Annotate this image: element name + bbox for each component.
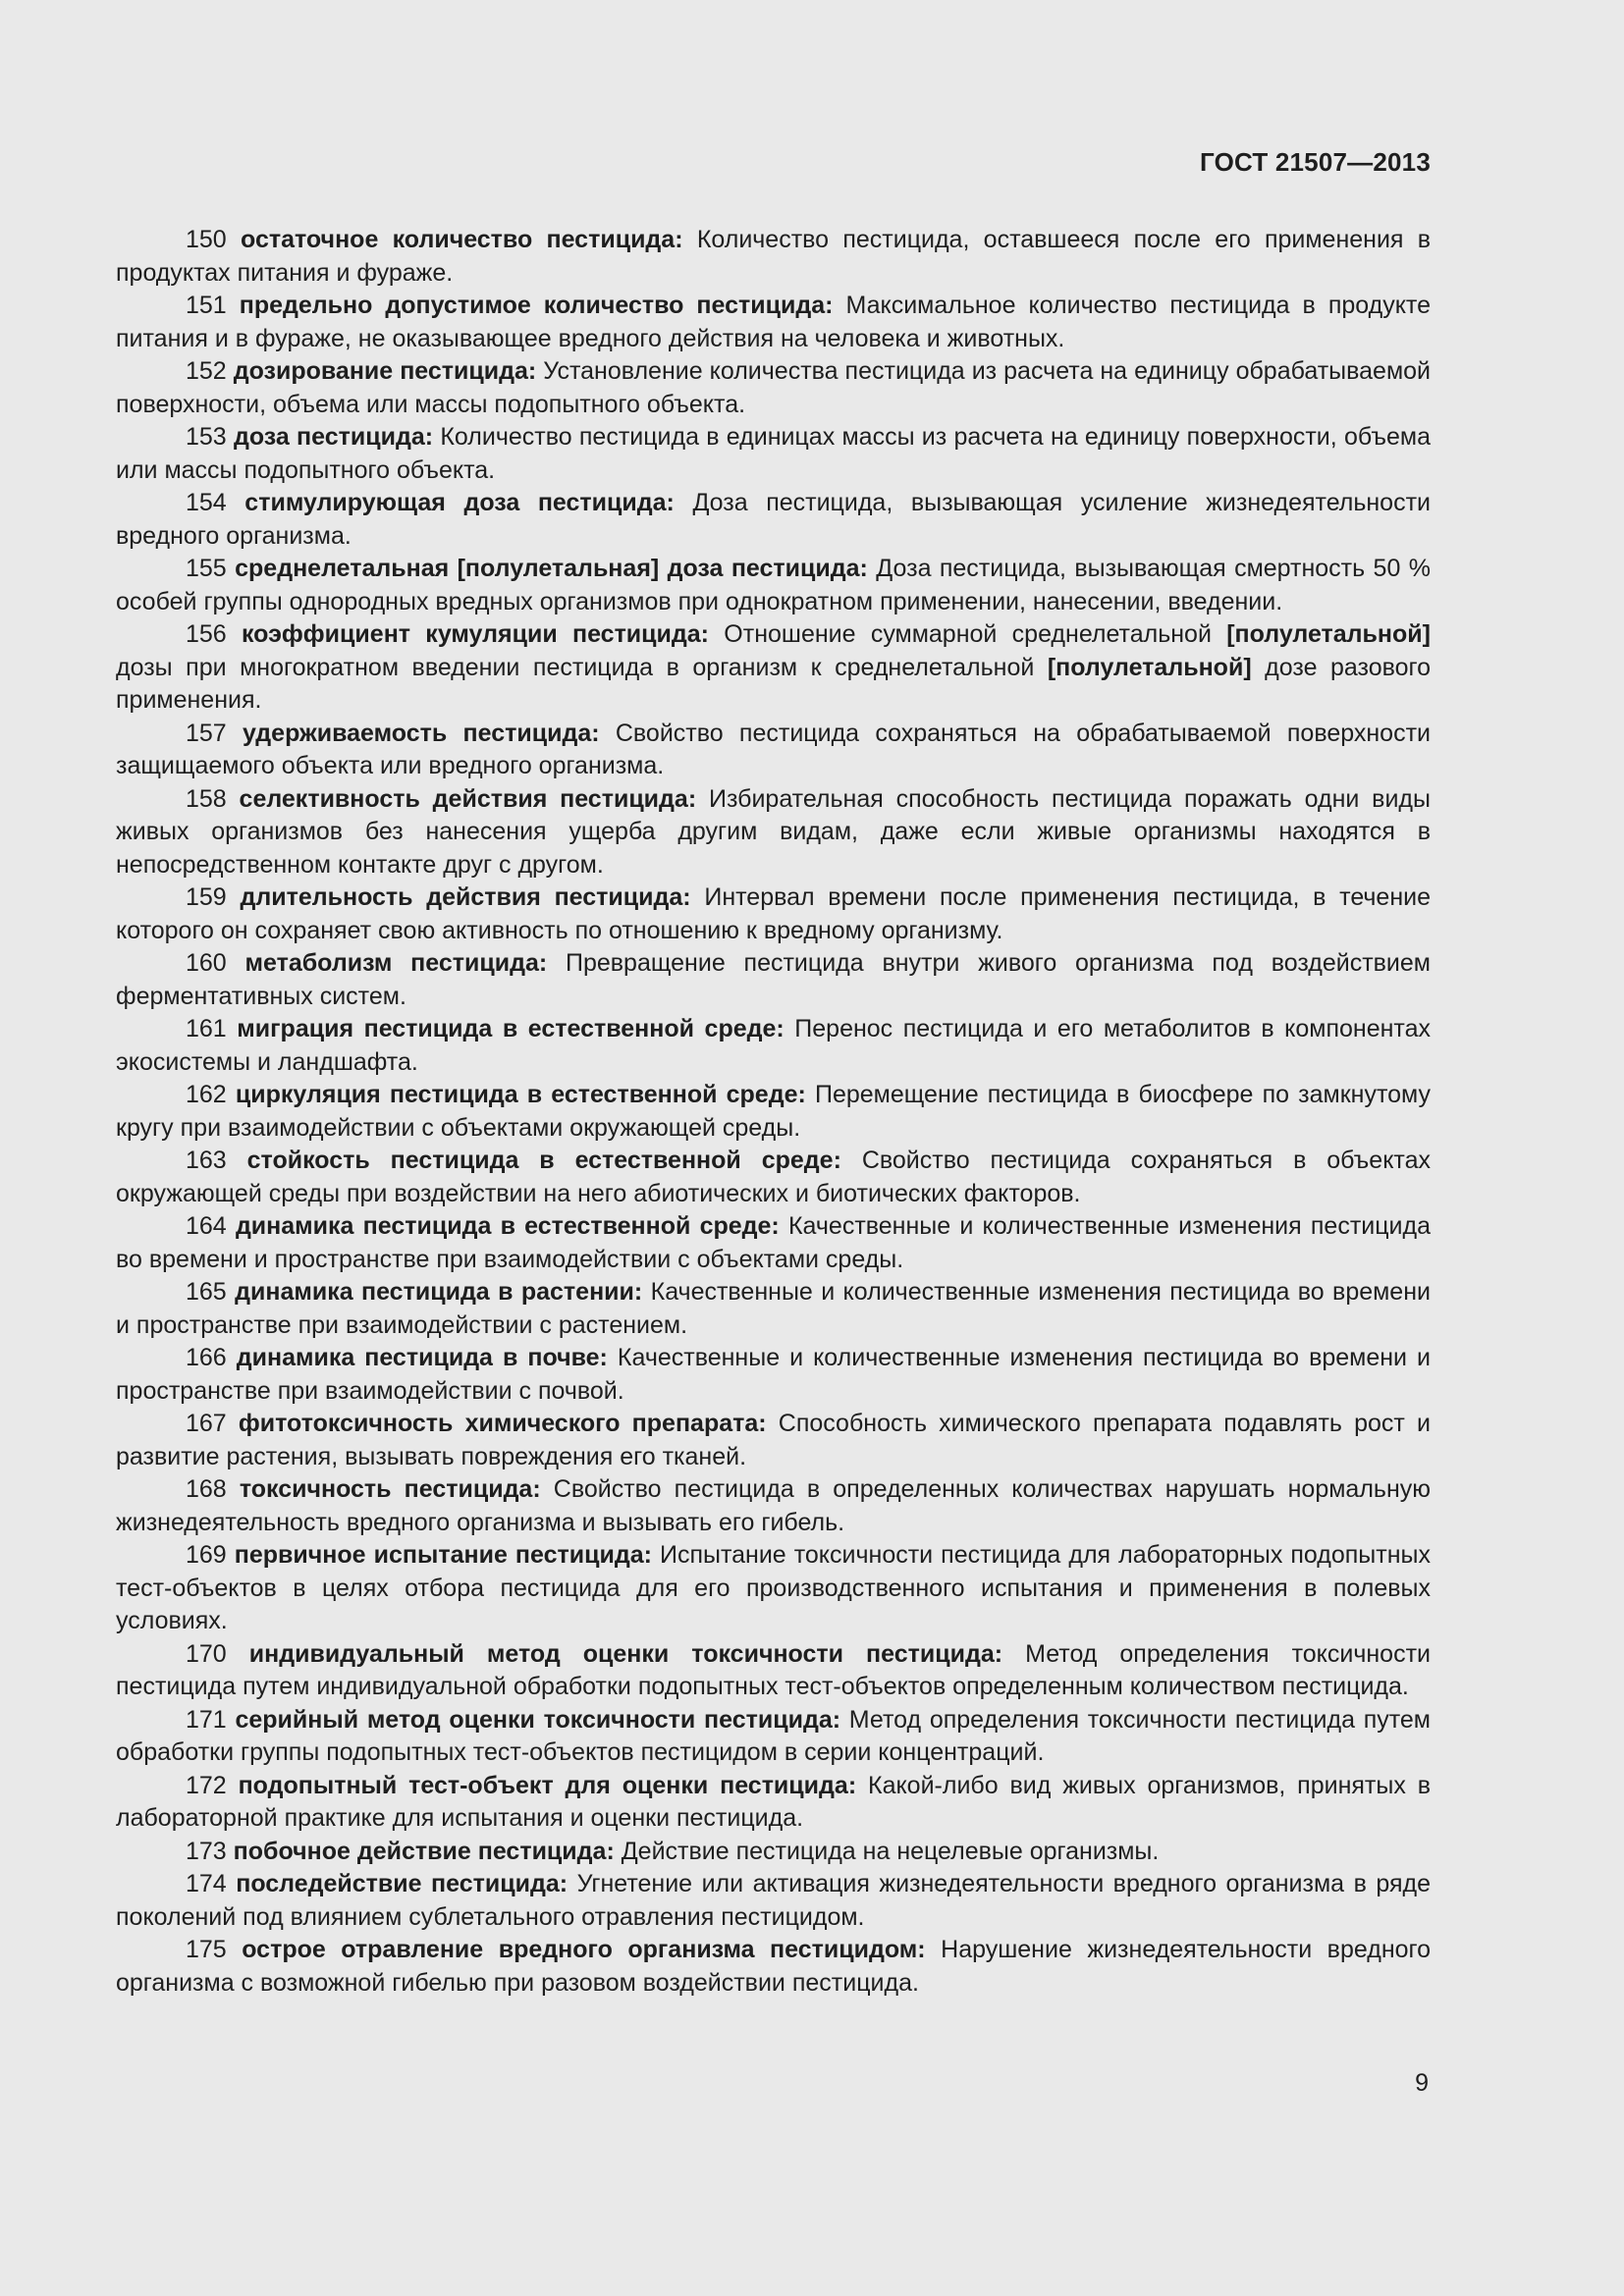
term-definition: Свойство пестицида сохраняться в объектах окружающей среды при воздействии на него абиотических и биотических факторов. xyxy=(116,1147,1431,1207)
term-number: 155 xyxy=(186,555,227,582)
term-name: динамика пестицида в почве: xyxy=(236,1344,608,1371)
term-definition: Действие пестицида на нецелевые организмы. xyxy=(621,1837,1160,1865)
term-entry xyxy=(116,290,1431,355)
term-name: коэффициент кумуляции пестицида: xyxy=(242,620,710,648)
term-name: метаболизм пестицида: xyxy=(244,949,548,977)
term-entry xyxy=(116,1013,1431,1079)
term-name: длительность действия пестицида: xyxy=(240,883,691,911)
term-definition: Максимальное количество пестицида в продукте питания и в фураже, не оказывающее вредного действия на человека и животных. xyxy=(116,292,1431,352)
term-definition: Перенос пестицида и его метаболитов в компонентах экосистемы и ландшафта. xyxy=(116,1015,1432,1076)
term-entry xyxy=(116,1868,1431,1934)
term-entry xyxy=(116,1342,1431,1408)
term-number: 161 xyxy=(186,1015,227,1042)
term-name: первичное испытание пестицида: xyxy=(234,1541,652,1569)
term-number: 158 xyxy=(186,784,227,813)
term-definition: Испытание токсичности пестицида для лабораторных подопытных тест-объектов в целях отбора пестицида для его производственного испытания и применения в полевых условиях. xyxy=(116,1541,1431,1634)
term-number: 175 xyxy=(186,1936,227,1963)
term-definition: Установление количества пестицида из расчета на единицу обрабатываемой поверхности, объема или массы подопытного объекта. xyxy=(116,357,1431,418)
term-number: 160 xyxy=(186,949,227,977)
term-entry xyxy=(116,1210,1431,1276)
term-definition: Превращение пестицида внутри живого организма под воздействием ферментативных систем. xyxy=(116,949,1431,1010)
standard-designation: ГОСТ 21507—2013 xyxy=(1200,147,1431,177)
term-name: последействие пестицида: xyxy=(236,1870,568,1897)
term-number: 152 xyxy=(186,357,227,385)
term-definition: Свойство пестицида сохраняться на обрабатываемой поверхности защищаемого объекта или вредного организма. xyxy=(116,719,1431,779)
term-entry xyxy=(116,421,1431,487)
term-number: 173 xyxy=(186,1837,227,1865)
term-name: динамика пестицида в естественной среде: xyxy=(235,1212,780,1240)
term-number: 169 xyxy=(186,1541,227,1569)
term-number: 163 xyxy=(186,1147,227,1174)
term-name: острое отравление вредного организма пестицидом: xyxy=(242,1936,926,1963)
term-entry xyxy=(116,1770,1431,1836)
term-number: 153 xyxy=(186,423,227,451)
term-definition: Количество пестицида в единицах массы из расчета на единицу поверхности, объема или массы подопытного объекта. xyxy=(116,423,1431,484)
term-entry xyxy=(116,783,1431,882)
term-name: остаточное количество пестицида: xyxy=(241,226,683,253)
term-definition: Метод определения токсичности пестицида путем обработки группы подопытных тест-объектов пестицидом в серии концентраций. xyxy=(116,1705,1431,1766)
term-number: 167 xyxy=(186,1410,227,1437)
term-number: 168 xyxy=(186,1475,227,1503)
term-definition: Перемещение пестицида в биосфере по замкнутому кругу при взаимодействии с объектами окружающей среды. xyxy=(116,1081,1432,1142)
term-entry xyxy=(116,1836,1431,1869)
terms-list xyxy=(116,224,1431,2000)
term-entry xyxy=(116,553,1431,618)
term-name: побочное действие пестицида: xyxy=(233,1837,615,1865)
term-number: 165 xyxy=(186,1278,227,1306)
term-entry xyxy=(116,1704,1431,1770)
term-name: дозирование пестицида: xyxy=(233,357,537,385)
term-entry xyxy=(116,355,1431,421)
definition-text: Отношение суммарной среднелетальной xyxy=(724,620,1227,648)
term-name: стойкость пестицида в естественной среде: xyxy=(246,1147,841,1174)
term-name: стимулирующая доза пестицида: xyxy=(244,489,675,516)
term-number: 166 xyxy=(186,1344,227,1371)
term-entry xyxy=(116,1473,1431,1539)
term-definition: Качественные и количественные изменения пестицида во времени и пространстве при взаимодействии с почвой. xyxy=(116,1344,1431,1405)
term-number: 170 xyxy=(186,1639,227,1668)
term-entry xyxy=(116,1145,1431,1210)
term-definition: Интервал времени после применения пестицида, в течение которого он сохраняет свою активность по отношению к вредному организму. xyxy=(116,883,1432,944)
term-definition: Доза пестицида, вызывающая смертность 50 % особей группы однородных вредных организмов при однократном применении, нанесении, введении. xyxy=(116,555,1431,615)
term-number: 151 xyxy=(186,292,227,319)
page-number: 9 xyxy=(1415,2069,1429,2097)
term-definition: Избирательная способность пестицида поражать одни виды живых организмов без нанесения ущерба другим видам, даже если живые организмы находятся в непосредственном контакте друг с другом. xyxy=(116,784,1431,879)
term-number: 157 xyxy=(186,719,227,747)
term-definition: Доза пестицида, вызывающая усиление жизнедеятельности вредного организма. xyxy=(116,489,1431,550)
term-number: 164 xyxy=(186,1212,227,1240)
term-name: удерживаемость пестицида: xyxy=(243,719,600,747)
term-name: индивидуальный метод оценки токсичности пестицида: xyxy=(248,1639,1003,1668)
term-number: 174 xyxy=(186,1870,227,1897)
term-name: токсичность пестицида: xyxy=(239,1475,541,1503)
term-entry xyxy=(116,947,1431,1013)
term-number: 171 xyxy=(186,1705,227,1734)
term-entry xyxy=(116,881,1431,947)
term-number: 154 xyxy=(186,489,227,516)
term-definition: Угнетение или активация жизнедеятельности вредного организма в ряде поколений под влиянием сублетального отравления пестицидом. xyxy=(116,1870,1431,1931)
term-entry xyxy=(116,718,1431,783)
term-entry xyxy=(116,1539,1431,1638)
term-name: фитотоксичность химического препарата: xyxy=(238,1410,767,1437)
term-name: серийный метод оценки токсичности пестицида: xyxy=(235,1705,841,1734)
term-name: циркуляция пестицида в естественной среде: xyxy=(235,1081,806,1108)
term-name: среднелетальная [полулетальная] доза пестицида: xyxy=(235,555,868,582)
term-name: предельно допустимое количество пестицида: xyxy=(239,292,834,319)
term-entry xyxy=(116,1276,1431,1342)
term-definition: Какой-либо вид живых организмов, принятых в лабораторной практике для испытания и оценки пестицида. xyxy=(116,1771,1431,1832)
definition-bold-term: [полулетальной] xyxy=(1047,653,1252,681)
term-name: селективность действия пестицида: xyxy=(239,784,697,813)
term-definition: Свойство пестицида в определенных количествах нарушать нормальную жизнедеятельность вредного организма и вызывать его гибель. xyxy=(116,1475,1431,1536)
term-entry xyxy=(116,1408,1431,1473)
term-entry xyxy=(116,224,1431,290)
term-name: подопытный тест-объект для оценки пестицида: xyxy=(238,1771,857,1799)
term-definition: Количество пестицида, оставшееся после его применения в продуктах питания и фураже. xyxy=(116,226,1432,287)
definition-text: дозе разового применения. xyxy=(116,653,1431,714)
term-entry xyxy=(116,1638,1431,1704)
term-entry xyxy=(116,1934,1431,2000)
term-number: 150 xyxy=(186,226,227,253)
definition-text: дозы при многократном введении пестицида в организм к среднелетальной xyxy=(116,653,1048,681)
term-entry xyxy=(116,487,1431,553)
definition-bold-term: [полулетальной] xyxy=(1226,620,1431,648)
term-number: 159 xyxy=(186,883,227,911)
term-number: 162 xyxy=(186,1081,227,1108)
term-number: 156 xyxy=(186,620,227,648)
term-definition: Качественные и количественные изменения пестицида во времени и пространстве при взаимодействии с объектами среды. xyxy=(116,1212,1432,1273)
term-entry xyxy=(116,1079,1431,1145)
term-name: доза пестицида: xyxy=(233,423,434,451)
term-definition: Нарушение жизнедеятельности вредного организма с возможной гибелью при разовом воздействии пестицида. xyxy=(116,1936,1431,1997)
term-definition: Метод определения токсичности пестицида путем индивидуальной обработки подопытных тест-объектов определенным количеством пестицида. xyxy=(116,1639,1431,1700)
term-name: миграция пестицида в естественной среде: xyxy=(237,1015,785,1042)
term-definition: Качественные и количественные изменения пестицида во времени и пространстве при взаимодействии с растением. xyxy=(116,1278,1431,1339)
term-name: динамика пестицида в растении: xyxy=(235,1278,643,1306)
term-entry xyxy=(116,618,1431,718)
term-number: 172 xyxy=(186,1771,227,1799)
term-definition: Способность химического препарата подавлять рост и развитие растения, вызывать повреждения его тканей. xyxy=(116,1410,1431,1470)
